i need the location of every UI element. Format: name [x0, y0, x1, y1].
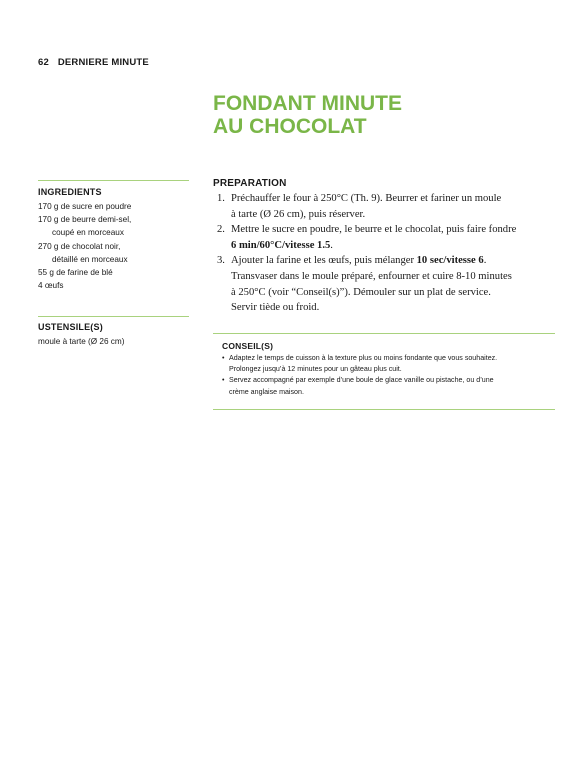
step-text: Transvaser dans le moule préparé, enfourner et cuire 8-10 minutes	[231, 270, 512, 282]
ingredients-list	[38, 200, 188, 292]
recipe-title	[213, 92, 402, 138]
tip-text: crème anglaise maison.	[229, 387, 304, 396]
recipe-title-line-2: AU CHOCOLAT	[213, 115, 367, 138]
conseils-section	[222, 341, 552, 398]
page-number: 62	[38, 57, 49, 68]
tip-item	[222, 353, 552, 375]
recipe-title-line-1: FONDANT MINUTE	[213, 92, 402, 115]
step-number: 3.	[217, 255, 225, 267]
bullet-icon: •	[222, 376, 225, 385]
preparation-section	[213, 178, 548, 316]
preparation-steps	[213, 191, 548, 316]
tip-item	[222, 375, 552, 397]
step-setting: 6 min/60°C/vitesse 1.5	[231, 239, 331, 251]
step-text: Ajouter la farine et les œufs, puis mélanger	[231, 255, 417, 267]
section-title: DERNIERE MINUTE	[57, 57, 149, 68]
conseils-list	[222, 353, 552, 398]
step-number: 1.	[217, 193, 225, 204]
ingredient-item: 170 g de beurre demi-sel,	[38, 215, 132, 225]
step-text: .	[330, 239, 333, 251]
ustensiles-list	[38, 335, 188, 348]
step-setting: 10 sec/vitesse 6	[416, 255, 484, 267]
ustensiles-section	[38, 322, 188, 348]
ustensile-item: moule à tarte (Ø 26 cm)	[38, 337, 125, 346]
step-text: à tarte (Ø 26 cm), puis réserver.	[231, 208, 366, 220]
conseils-top-rule	[213, 333, 555, 334]
step-text: .	[483, 255, 487, 267]
ingredients-heading: INGREDIENTS	[38, 187, 102, 197]
step-item	[213, 253, 548, 315]
step-text: à 250°C (voir “Conseil(s)”). Démouler sur un plat de service.	[231, 286, 491, 298]
ingredient-item: 55 g de farine de blé	[38, 268, 113, 278]
ustensiles-rule	[38, 316, 189, 317]
tip-text: Adaptez le temps de cuisson à la texture plus ou moins fondante que vous souhaitez.	[229, 354, 498, 362]
ustensiles-heading: USTENSILE(S)	[38, 322, 103, 332]
step-item	[213, 222, 548, 253]
running-header	[38, 57, 149, 68]
tip-text: Prolongez jusqu’à 12 minutes pour un gâteau plus cuit.	[229, 365, 402, 374]
step-text: Préchauffer le four à 250°C (Th. 9). Beurrer et fariner un moule	[231, 193, 502, 204]
step-number: 2.	[217, 224, 225, 236]
tip-text: Servez accompagné par exemple d’une boule de glace vanille ou pistache, ou d’une	[229, 376, 494, 385]
step-text: Mettre le sucre en poudre, le beurre et le chocolat, puis faire fondre	[231, 224, 517, 236]
ingredient-item: 4 œufs	[38, 281, 64, 291]
ingredients-rule	[38, 180, 189, 181]
conseils-heading: CONSEIL(S)	[222, 341, 274, 351]
ingredient-item: 170 g de sucre en poudre	[38, 202, 132, 211]
conseils-bottom-rule	[213, 409, 555, 410]
bullet-icon: •	[222, 354, 225, 362]
ingredient-item-continuation: détaillé en morceaux	[52, 254, 128, 264]
step-item	[213, 191, 548, 222]
preparation-heading: PREPARATION	[213, 178, 287, 189]
ingredient-item-continuation: coupé en morceaux	[52, 228, 124, 238]
ingredients-section	[38, 187, 188, 292]
step-text: Servir tiède ou froid.	[231, 302, 320, 314]
ingredient-item: 270 g de chocolat noir,	[38, 241, 121, 251]
